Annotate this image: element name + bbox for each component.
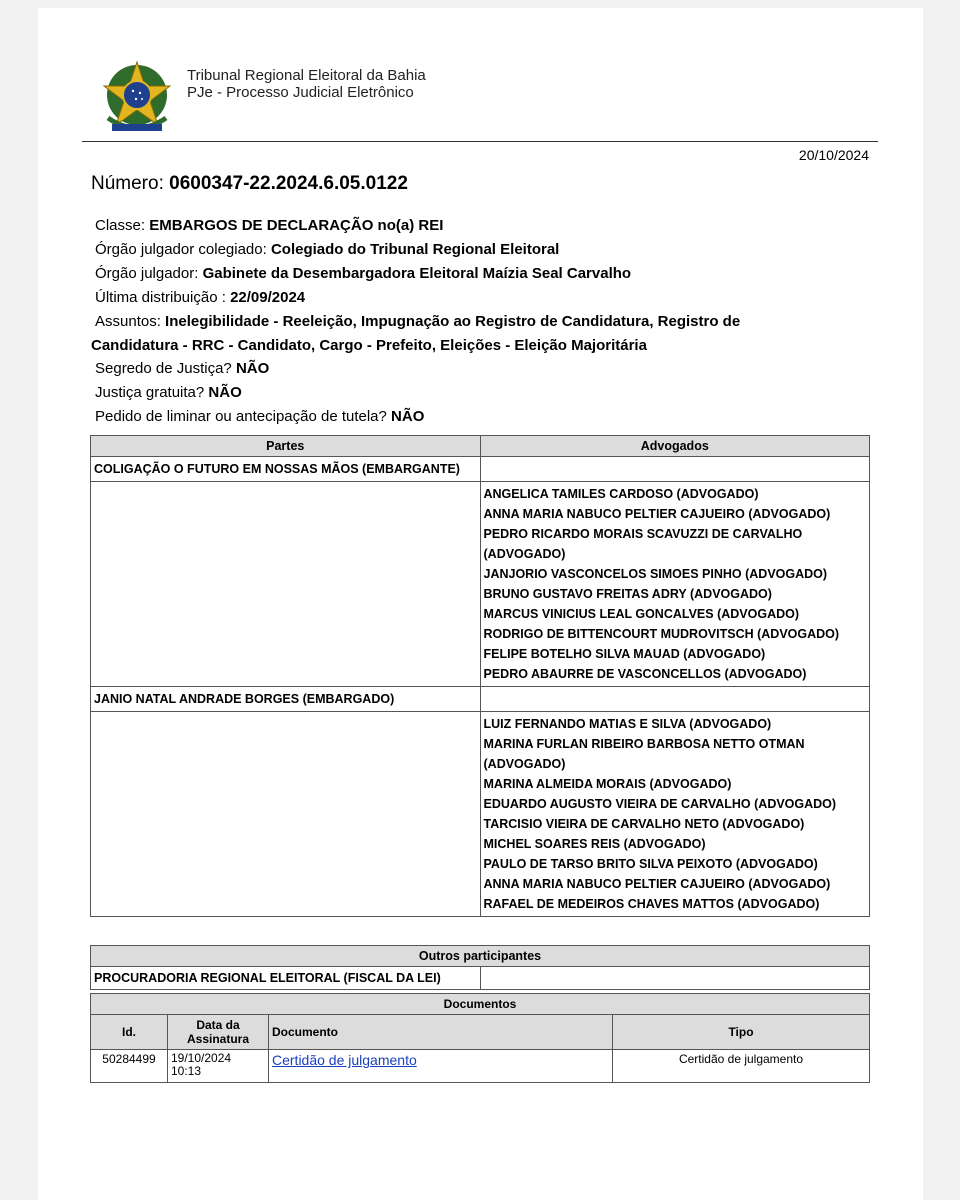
advogado-item: PEDRO ABAURRE DE VASCONCELLOS (ADVOGADO) xyxy=(483,667,807,681)
segredo-value: NÃO xyxy=(235,360,270,377)
advogado-item: MARINA ALMEIDA MORAIS (ADVOGADO) xyxy=(483,777,732,791)
doc-id-cell: 50284499 xyxy=(91,1050,168,1083)
brazil-coat-of-arms-emblem xyxy=(98,58,176,140)
participante-cell: PROCURADORIA REGIONAL ELEITORAL (FISCAL DA LEI) xyxy=(91,967,481,990)
orgao-julgador-label: Órgão julgador: xyxy=(95,265,199,282)
header-divider xyxy=(82,141,878,142)
doc-type-cell: Certidão de julgamento xyxy=(613,1050,870,1083)
advogado-item: PEDRO RICARDO MORAIS SCAVUZZI DE CARVALHO (ADVOGADO) xyxy=(483,527,803,561)
doc-date-cell xyxy=(168,1050,269,1083)
advogado-item: MARINA FURLAN RIBEIRO BARBOSA NETTO OTMAN (ADVOGADO) xyxy=(483,737,805,771)
col-id-header: Id. xyxy=(91,1015,168,1050)
classe-row xyxy=(95,214,443,237)
orgao-colegiado-label: Órgão julgador colegiado: xyxy=(95,241,267,258)
advogado-item: MICHEL SOARES REIS (ADVOGADO) xyxy=(483,837,706,851)
col-tipo-header: Tipo xyxy=(613,1015,870,1050)
advogado-item: FELIPE BOTELHO SILVA MAUAD (ADVOGADO) xyxy=(483,647,766,661)
gratuita-label: Justiça gratuita? xyxy=(95,384,205,401)
process-number xyxy=(91,173,408,195)
advogado-item: ANNA MARIA NABUCO PELTIER CAJUEIRO (ADVOGADO) xyxy=(483,877,831,891)
orgao-julgador-value: Gabinete da Desembargadora Eleitoral Maízia Seal Carvalho xyxy=(202,265,632,282)
classe-label: Classe: xyxy=(95,217,146,234)
distribuicao-label: Última distribuição : xyxy=(95,289,226,306)
advogado-item: MARCUS VINICIUS LEAL GONCALVES (ADVOGADO) xyxy=(483,607,800,621)
assuntos-value-line2: Candidatura - RRC - Candidato, Cargo - Prefeito, Eleições - Eleição Majoritária xyxy=(91,337,647,354)
outros-participantes-header: Outros participantes xyxy=(91,946,870,967)
liminar-row xyxy=(95,405,424,428)
orgao-colegiado-row xyxy=(95,238,559,261)
system-name: PJe - Processo Judicial Eletrônico xyxy=(187,84,414,101)
documentos-header: Documentos xyxy=(91,994,870,1015)
empty-cell xyxy=(480,457,870,482)
advogado-item: EDUARDO AUGUSTO VIEIRA DE CARVALHO (ADVOGADO) xyxy=(483,797,837,811)
segredo-label: Segredo de Justiça? xyxy=(95,360,232,377)
distribuicao-value: 22/09/2024 xyxy=(230,289,306,306)
advogado-item: JANJORIO VASCONCELOS SIMOES PINHO (ADVOGADO) xyxy=(483,567,828,581)
advogado-item: ANNA MARIA NABUCO PELTIER CAJUEIRO (ADVOGADO) xyxy=(483,507,831,521)
col-partes-header: Partes xyxy=(91,436,481,457)
advogado-item: ANGELICA TAMILES CARDOSO (ADVOGADO) xyxy=(483,487,759,501)
assuntos-continuation xyxy=(91,334,647,357)
empty-cell xyxy=(480,967,870,990)
advogado-item: TARCISIO VIEIRA DE CARVALHO NETO (ADVOGADO) xyxy=(483,817,805,831)
advogado-item: RODRIGO DE BITTENCOURT MUDROVITSCH (ADVOGADO) xyxy=(483,627,840,641)
process-number-label: Número: xyxy=(91,173,164,194)
advogado-item: RAFAEL DE MEDEIROS CHAVES MATTOS (ADVOGADO) xyxy=(483,897,820,911)
organization-name: Tribunal Regional Eleitoral da Bahia xyxy=(187,67,426,84)
document-date: 20/10/2024 xyxy=(798,147,869,163)
liminar-label: Pedido de liminar ou antecipação de tutela? xyxy=(95,408,387,425)
assuntos-label: Assuntos: xyxy=(95,313,161,330)
segredo-row xyxy=(95,357,269,380)
liminar-value: NÃO xyxy=(391,408,425,425)
advogados-cell xyxy=(480,712,870,917)
col-data-header: Data da Assinatura xyxy=(168,1015,269,1050)
partes-table xyxy=(90,435,870,917)
orgao-colegiado-value: Colegiado do Tribunal Regional Eleitoral xyxy=(270,241,560,258)
col-advogados-header: Advogados xyxy=(480,436,870,457)
advogado-item: BRUNO GUSTAVO FREITAS ADRY (ADVOGADO) xyxy=(483,587,772,601)
distribuicao-row xyxy=(95,286,305,309)
col-documento-header: Documento xyxy=(269,1015,613,1050)
parte-cell: JANIO NATAL ANDRADE BORGES (EMBARGADO) xyxy=(91,687,481,712)
assuntos-row xyxy=(95,310,855,333)
doc-time: 10:13 xyxy=(171,1064,202,1078)
outros-participantes-table xyxy=(90,945,870,990)
orgao-julgador-row xyxy=(95,262,631,285)
parte-cell: COLIGAÇÃO O FUTURO EM NOSSAS MÃOS (EMBARGANTE) xyxy=(91,457,481,482)
assuntos-value-line1: Inelegibilidade - Reeleição, Impugnação ao Registro de Candidatura, Registro de xyxy=(165,313,741,330)
empty-cell xyxy=(480,687,870,712)
classe-value: EMBARGOS DE DECLARAÇÃO no(a) REI xyxy=(149,217,444,234)
doc-link-cell xyxy=(269,1050,613,1083)
empty-cell xyxy=(91,482,481,687)
documentos-table xyxy=(90,993,870,1083)
document-link[interactable]: Certidão de julgamento xyxy=(272,1052,417,1068)
doc-date: 19/10/2024 xyxy=(171,1051,232,1065)
advogados-cell xyxy=(480,482,870,687)
empty-cell xyxy=(91,712,481,917)
table-row xyxy=(91,1050,870,1083)
gratuita-value: NÃO xyxy=(208,384,242,401)
advogado-item: PAULO DE TARSO BRITO SILVA PEIXOTO (ADVOGADO) xyxy=(483,857,818,871)
gratuita-row xyxy=(95,381,242,404)
process-number-value: 0600347-22.2024.6.05.0122 xyxy=(169,173,408,194)
advogado-item: LUIZ FERNANDO MATIAS E SILVA (ADVOGADO) xyxy=(483,717,772,731)
